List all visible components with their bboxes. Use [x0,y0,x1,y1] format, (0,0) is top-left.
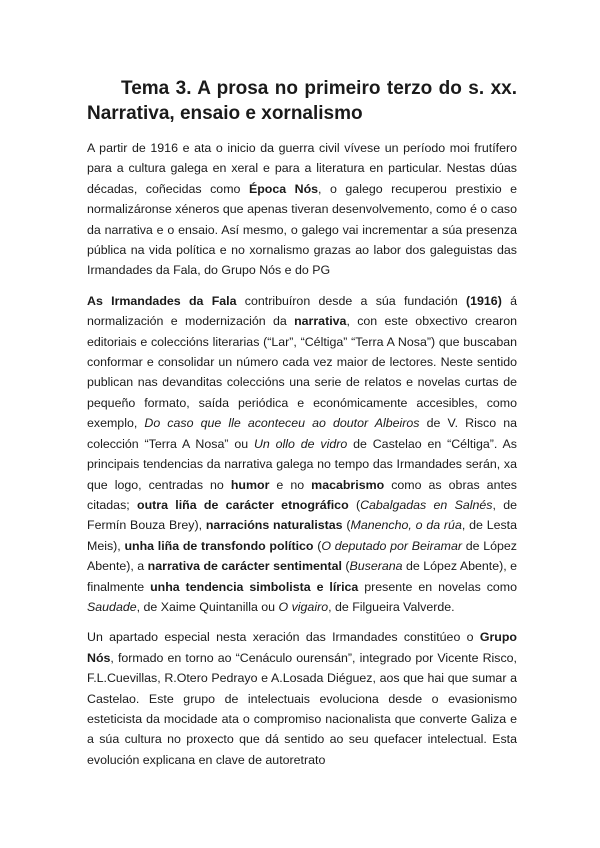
text-run: , o galego recuperou prestixio e normalizáronse xéneros que apenas tiveran desenvolvemento, como é o caso da narrativa e o ensaio. Así mesmo, o galego vai incrementar a súa presenza pública na vida política e no xornalismo grazas ao labor dos galeguistas das Irmandades da Fala, do Grupo Nós e do PG [87,181,517,278]
paragraph-2 [87,291,517,618]
paragraph-3 [87,627,517,770]
italic-text: O vigairo [278,599,329,614]
bold-text: narrativa [294,314,347,329]
bold-text: narracións naturalistas [205,518,343,533]
bold-text: outra liña de carácter etnográfico [137,497,349,512]
text-run: ( [348,497,361,512]
text-run: , formado en torno ao “Cenáculo ourensán”, integrado por Vicente Risco, F.L.Cuevillas, R.Otero Pedrayo e A.Losada Diéguez, aos que hai que sumar a Castelao. Este grupo de intelectuais evoluciona desde o evasionismo esteticista da mocidade ata o compromiso nacionalista que converte Galiza e a súa cultura no proxecto que dá sentido ao seu quefacer intelectual. Esta evolución explicana en clave de autoretrato [87,650,517,767]
bold-text: Época Nós [248,181,319,196]
bold-text: Grupo Nós [87,630,517,665]
text-run: ( [313,538,322,553]
italic-text: Saudade [87,599,137,614]
document-body [87,138,517,780]
bold-text: narrativa de carácter sentimental [147,559,342,574]
text-run: de V. Risco na colección “Terra A Nosa” ou [87,416,517,451]
bold-text: unha liña de transfondo político [124,538,314,553]
title-line-1: Tema 3. A prosa no primeiro terzo do s. xx. [121,78,517,99]
italic-text: Un ollo de vidro [253,436,348,451]
text-run: contribuíron desde a súa fundación [236,293,466,308]
italic-text: O deputado por Beiramar [321,538,462,553]
text-run: A partir de 1916 e ata o inicio da guerra civil vívese un período moi frutífero para a cultura galega en xeral e para a literatura en particular. Nestas dúas décadas, coñecidas como [87,141,517,196]
text-run: , de Lesta Meis), [87,518,517,553]
paragraph-1 [87,138,517,281]
italic-text: Manencho, o da rúa [350,518,462,533]
italic-text: Do caso que lle aconteceu ao doutor Albeiros [144,416,420,431]
bold-text: unha tendencia simbolista e lírica [150,579,359,594]
bold-text: humor [230,477,270,492]
text-run: Un apartado especial nesta xeración das Irmandades constitúeo o [87,630,480,645]
text-run: á normalización e modernización da [87,293,518,329]
bold-text: macabrismo [311,477,385,492]
text-run: como as obras antes citadas; [87,477,517,512]
bold-text: (1916) [466,293,502,308]
text-run: presente en novelas como [358,579,517,594]
text-run: e no [269,477,312,492]
text-run: de López Abente), a [87,538,517,574]
text-run: de López Abente), e finalmente [87,559,518,594]
text-run: ( [341,559,350,574]
document-title [87,76,517,126]
title-line-2: Narrativa, ensaio e xornalismo [87,103,363,124]
text-run: , con este obxectivo crearon editoriais e coleccións literarias (“Lar”, “Céltiga” “Terra A Nosa”) que buscaban conformar e consolidar un número cada vez maior de lectores. Neste sentido publican nas devanditas coleccións una serie de relatos e novelas curtas de pequeño formato, saída periódica e económicamente accesibles, como exemplo, [87,314,518,431]
text-run: , de Fermín Bouza Brey), [87,497,517,533]
text-run: , de Filgueira Valverde. [328,599,455,614]
italic-text: Buserana [349,559,403,574]
text-run: ( [342,518,351,533]
bold-text: As Irmandades da Fala [87,293,237,308]
text-run: , de Xaime Quintanilla ou [136,599,279,614]
italic-text: Cabalgadas en Salnés [360,497,493,512]
text-run: de Castelao en “Céltiga”. As principais tendencias da narrativa galega no tempo das Irmandades serán, xa que logo, centradas no [87,436,517,492]
